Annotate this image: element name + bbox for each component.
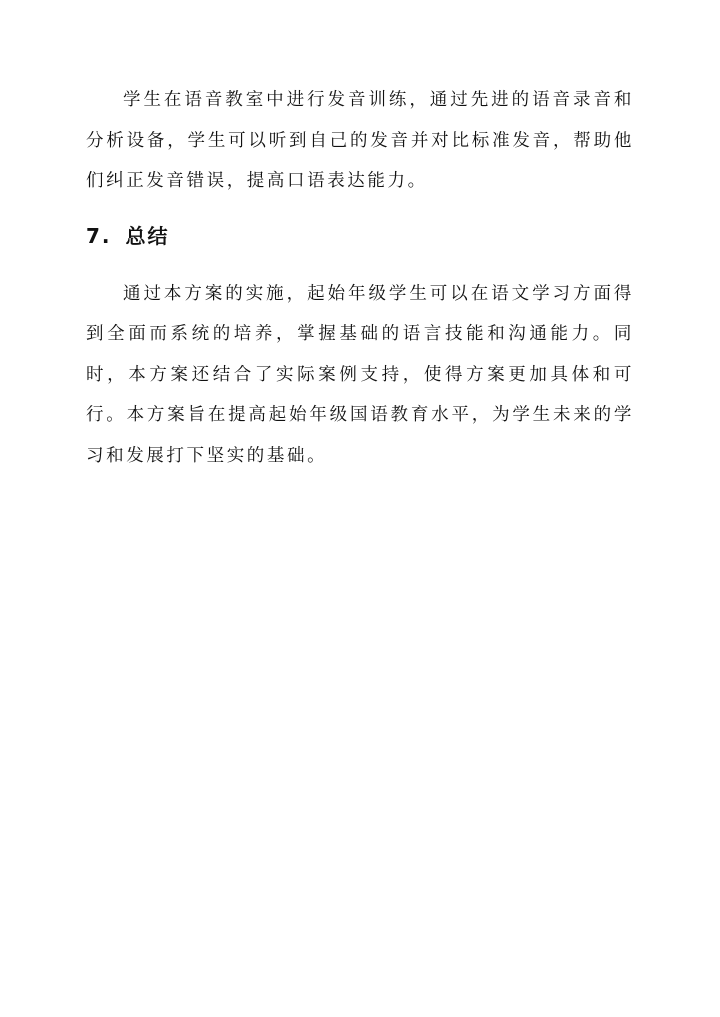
section-number: 7. bbox=[86, 223, 112, 248]
document-page bbox=[86, 80, 634, 476]
paragraph-summary: 通过本方案的实施，起始年级学生可以在语文学习方面得到全面而系统的培养，掌握基础的语言技能和沟通能力。同时，本方案还结合了实际案例支持，使得方案更加具体和可行。本方案旨在提高起始年级国语教育水平，为学生未来的学习和发展打下坚实的基础。 bbox=[86, 283, 634, 466]
section-heading-summary bbox=[86, 218, 634, 254]
section-title: 总结 bbox=[125, 223, 170, 248]
paragraph-pronunciation-training: 学生在语音教室中进行发音训练，通过先进的语音录音和分析设备，学生可以听到自己的发音并对比标准发音，帮助他们纠正发音错误，提高口语表达能力。 bbox=[86, 90, 634, 191]
